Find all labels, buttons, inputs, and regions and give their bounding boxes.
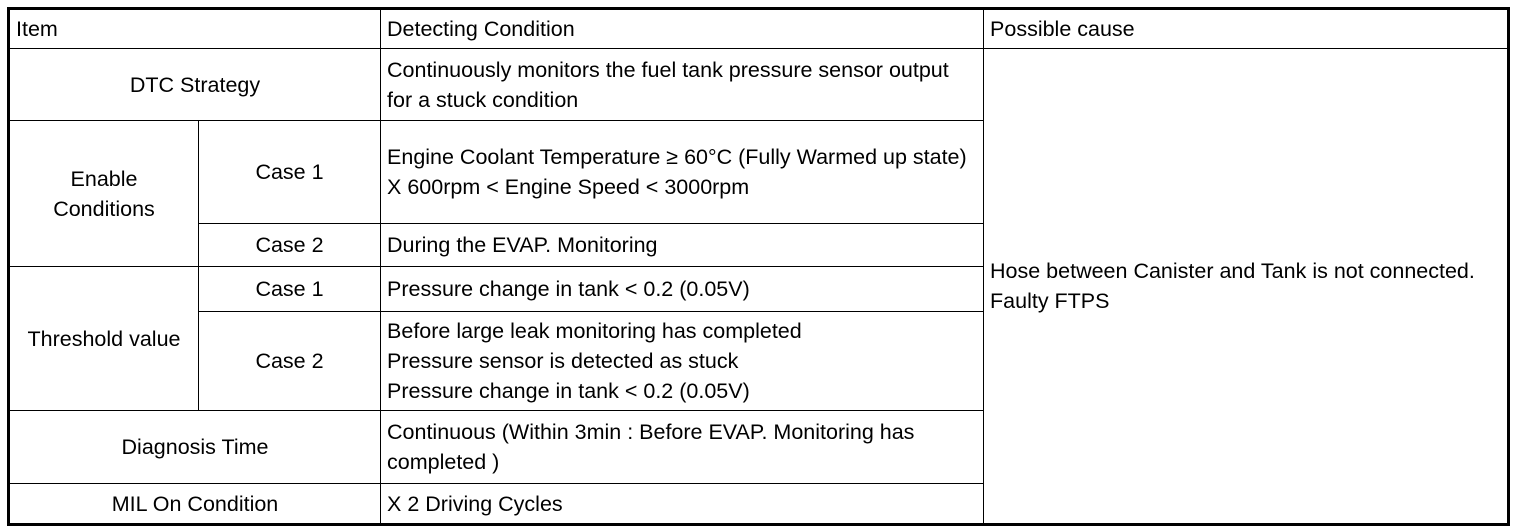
enable-conditions-label — [9, 121, 199, 267]
enable-case2-label: Case 2 — [199, 224, 381, 267]
possible-cause-cell — [984, 49, 1509, 525]
enable-case1-label: Case 1 — [199, 121, 381, 224]
threshold-value-label: Threshold value — [9, 267, 199, 411]
dtc-document — [7, 7, 1510, 526]
enable-case1-condition — [381, 121, 984, 224]
header-row — [9, 9, 1509, 49]
condition-line: Pressure sensor is detected as stuck — [387, 349, 739, 373]
header-detecting-condition: Detecting Condition — [381, 9, 984, 49]
header-item: Item — [9, 9, 381, 49]
possible-cause-line: Hose between Canister and Tank is not connected. — [990, 259, 1475, 283]
condition-line: Before large leak monitoring has completed — [387, 319, 802, 343]
row-dtc-strategy — [9, 49, 1509, 121]
condition-line: Pressure change in tank < 0.2 (0.05V) — [387, 379, 750, 403]
diagnosis-time-label: Diagnosis Time — [9, 411, 381, 484]
threshold-case2-condition — [381, 312, 984, 411]
condition-line: X 600rpm < Engine Speed < 3000rpm — [387, 175, 750, 199]
dtc-strategy-label: DTC Strategy — [9, 49, 381, 121]
enable-label-line: Conditions — [53, 196, 155, 221]
enable-label-line: Enable — [70, 166, 138, 191]
threshold-case1-label: Case 1 — [199, 267, 381, 312]
possible-cause-line: Faulty FTPS — [990, 289, 1110, 313]
threshold-case2-label: Case 2 — [199, 312, 381, 411]
enable-case2-condition: During the EVAP. Monitoring — [381, 224, 984, 267]
condition-line: Engine Coolant Temperature ≥ 60°C (Fully Warmed up state) — [387, 145, 967, 169]
mil-on-condition-label: MIL On Condition — [9, 484, 381, 525]
header-possible-cause: Possible cause — [984, 9, 1509, 49]
mil-on-condition-value: X 2 Driving Cycles — [381, 484, 984, 525]
dtc-strategy-condition: Continuously monitors the fuel tank pressure sensor output for a stuck condition — [381, 49, 984, 121]
threshold-case1-condition: Pressure change in tank < 0.2 (0.05V) — [381, 267, 984, 312]
dtc-table — [7, 7, 1510, 526]
diagnosis-time-condition: Continuous (Within 3min : Before EVAP. Monitoring has completed ) — [381, 411, 984, 484]
